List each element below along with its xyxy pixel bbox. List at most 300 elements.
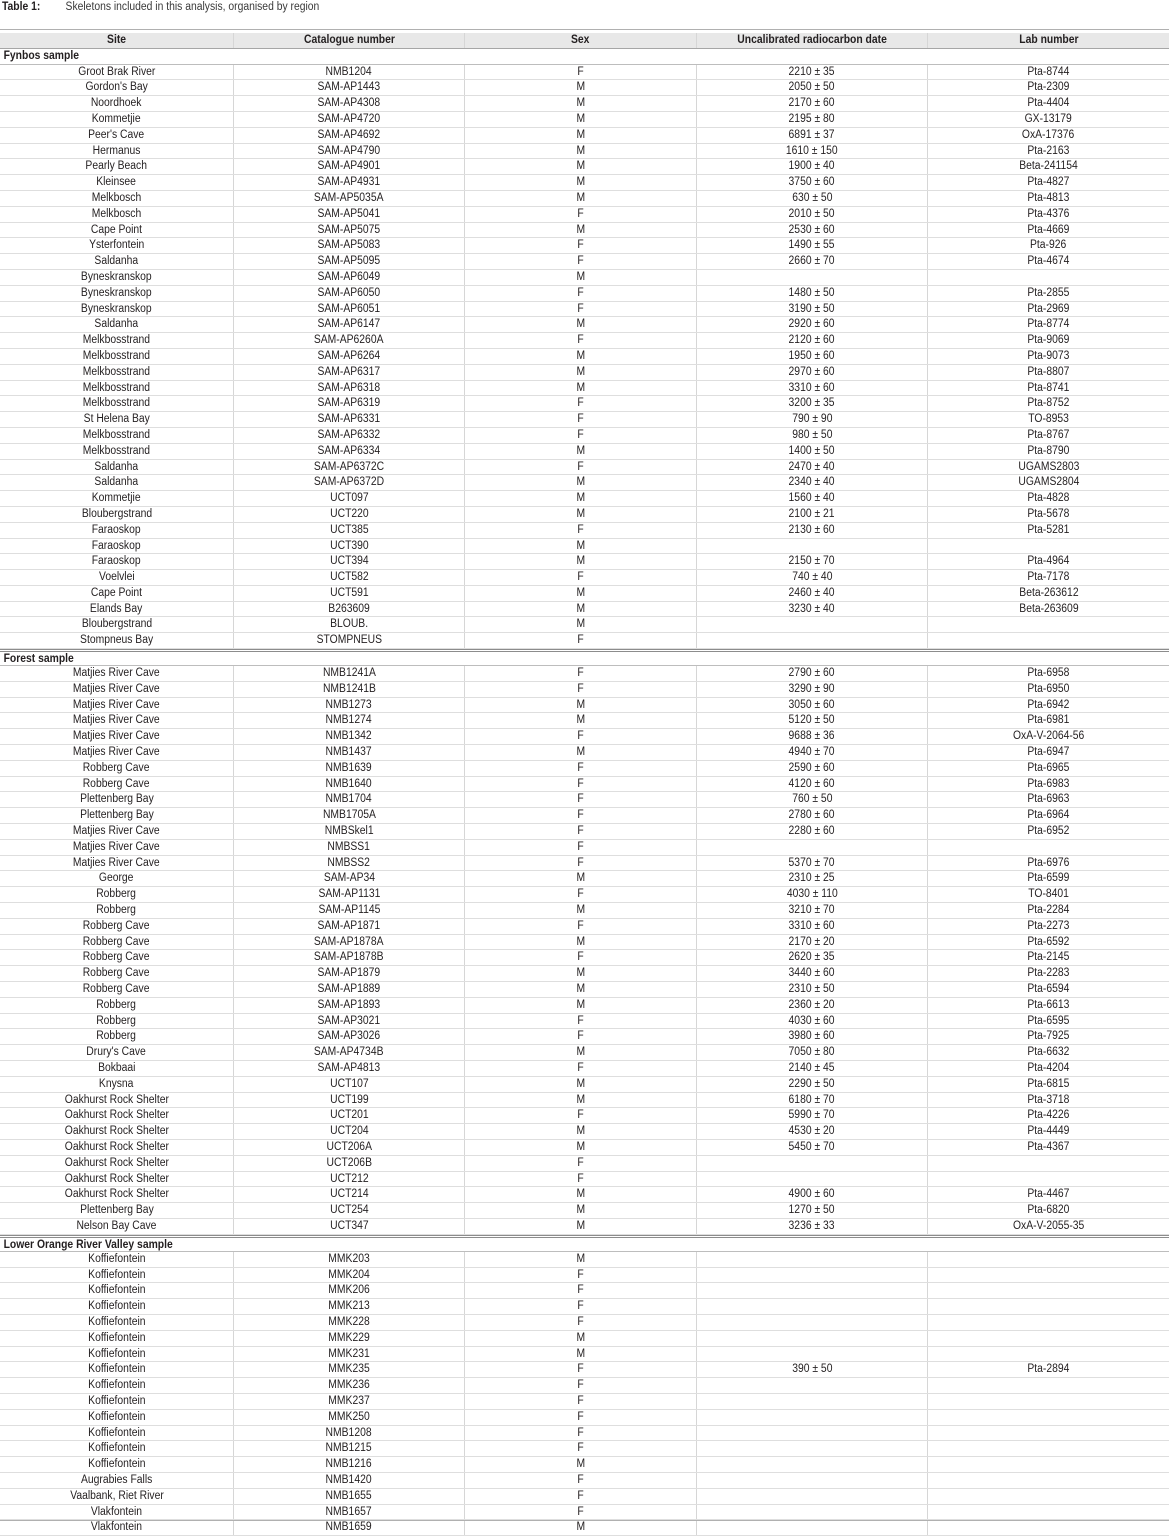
table-row <box>0 1203 1169 1219</box>
catalogue-cell: SAM-AP4720 <box>233 112 464 127</box>
catalogue-cell: NMB1274 <box>233 713 464 728</box>
lab-number-cell: Pta-5678 <box>927 507 1169 522</box>
lab-number-cell: Pta-8790 <box>927 444 1169 459</box>
lab-number-cell <box>927 1441 1169 1456</box>
table-row <box>0 617 1169 633</box>
table-row <box>0 223 1169 239</box>
sex-cell: F <box>464 1268 696 1283</box>
date-cell: 2340 ± 40 <box>696 475 927 490</box>
site-cell: Robberg Cave <box>83 951 150 964</box>
sex-cell: M <box>464 365 696 380</box>
lab-number-cell: Pta-7925 <box>927 1029 1169 1044</box>
site-cell: Robberg <box>96 888 137 901</box>
date-cell: 2660 ± 70 <box>696 254 927 269</box>
date-cell: 7050 ± 80 <box>696 1045 927 1060</box>
date-cell <box>696 1331 927 1346</box>
date-cell: 390 ± 50 <box>696 1362 927 1377</box>
catalogue-cell: SAM-AP6334 <box>233 444 464 459</box>
table-row <box>0 570 1169 586</box>
table-row <box>0 792 1169 808</box>
site-cell: Saldanha <box>94 255 139 268</box>
date-cell: 3290 ± 90 <box>696 682 927 697</box>
catalogue-cell: SAM-AP4790 <box>233 144 464 159</box>
table-row <box>0 745 1169 761</box>
sex-cell: M <box>464 539 696 554</box>
lab-number-cell: Pta-6632 <box>927 1045 1169 1060</box>
date-cell: 3310 ± 60 <box>696 919 927 934</box>
table-header-row <box>0 33 1169 49</box>
table-row <box>0 96 1169 112</box>
catalogue-cell: UCT097 <box>233 491 464 506</box>
catalogue-cell: SAM-AP1889 <box>233 982 464 997</box>
catalogue-cell: UCT220 <box>233 507 464 522</box>
header-sex: Sex <box>464 33 696 48</box>
sex-cell: F <box>464 666 696 681</box>
lab-number-cell: Pta-6952 <box>927 824 1169 839</box>
catalogue-cell: NMB1640 <box>233 777 464 792</box>
sex-cell: M <box>464 554 696 569</box>
sex-cell: F <box>464 238 696 253</box>
sex-cell: F <box>464 396 696 411</box>
catalogue-cell: SAM-AP1131 <box>233 887 464 902</box>
catalogue-cell: SAM-AP4734B <box>233 1045 464 1060</box>
sex-cell: F <box>464 1156 696 1171</box>
table-row <box>0 159 1169 175</box>
table-row <box>0 982 1169 998</box>
sex-cell: M <box>464 586 696 601</box>
site-cell: Melkbosstrand <box>82 444 151 457</box>
catalogue-cell: NMB1657 <box>233 1505 464 1520</box>
sex-cell: F <box>464 1473 696 1488</box>
skeletons-table <box>0 29 1169 1536</box>
date-cell <box>696 1299 927 1314</box>
catalogue-cell: MMK204 <box>233 1268 464 1283</box>
header-site: Site <box>107 34 126 46</box>
site-cell: Matjies River Cave <box>73 667 160 680</box>
catalogue-cell: STOMPNEUS <box>233 633 464 648</box>
lab-number-cell: Pta-6950 <box>927 682 1169 697</box>
lab-number-cell: Beta-263609 <box>927 602 1169 617</box>
table-row <box>0 1172 1169 1188</box>
catalogue-cell: UCT212 <box>233 1172 464 1187</box>
lab-number-cell: Pta-4674 <box>927 254 1169 269</box>
sex-cell: F <box>464 856 696 871</box>
table-row <box>0 1426 1169 1442</box>
catalogue-cell: SAM-AP6260A <box>233 333 464 348</box>
lab-number-cell: OxA-V-2064-56 <box>927 729 1169 744</box>
catalogue-cell: UCT254 <box>233 1203 464 1218</box>
site-cell: Faraoskop <box>92 539 141 552</box>
sex-cell: M <box>464 128 696 143</box>
sex-cell: F <box>464 1505 696 1520</box>
table-row <box>0 286 1169 302</box>
sex-cell: M <box>464 1045 696 1060</box>
site-cell: Peer's Cave <box>88 128 145 141</box>
catalogue-cell: SAM-AP6050 <box>233 286 464 301</box>
date-cell: 2170 ± 60 <box>696 96 927 111</box>
site-cell: Matjies River Cave <box>73 682 160 695</box>
table-row <box>0 1362 1169 1378</box>
date-cell: 5450 ± 70 <box>696 1140 927 1155</box>
sex-cell: F <box>464 1283 696 1298</box>
table-row <box>0 112 1169 128</box>
date-cell: 2010 ± 50 <box>696 207 927 222</box>
catalogue-cell: SAM-AP1871 <box>233 919 464 934</box>
catalogue-cell: MMK228 <box>233 1315 464 1330</box>
catalogue-cell: NMB1208 <box>233 1426 464 1441</box>
sex-cell: M <box>464 175 696 190</box>
table-row <box>0 539 1169 555</box>
date-cell: 2170 ± 20 <box>696 935 927 950</box>
site-cell: Robberg <box>96 1014 137 1027</box>
lab-number-cell: Pta-8807 <box>927 365 1169 380</box>
sex-cell: M <box>464 1203 696 1218</box>
date-cell: 2310 ± 25 <box>696 871 927 886</box>
table-row <box>0 1410 1169 1426</box>
date-cell <box>696 1378 927 1393</box>
sex-cell: F <box>464 633 696 648</box>
catalogue-cell: SAM-AP6372C <box>233 460 464 475</box>
sex-cell: M <box>464 1520 696 1535</box>
sex-cell: M <box>464 713 696 728</box>
site-cell: Koffiefontein <box>87 1284 146 1297</box>
site-cell: Melkbosstrand <box>82 428 151 441</box>
catalogue-cell: MMK236 <box>233 1378 464 1393</box>
catalogue-cell: NMB1437 <box>233 745 464 760</box>
date-cell: 2360 ± 20 <box>696 998 927 1013</box>
sex-cell: M <box>464 602 696 617</box>
lab-number-cell: Pta-6963 <box>927 792 1169 807</box>
date-cell <box>696 1347 927 1362</box>
sex-cell: F <box>464 1014 696 1029</box>
table-row <box>0 950 1169 966</box>
date-cell: 1560 ± 40 <box>696 491 927 506</box>
sex-cell: M <box>464 745 696 760</box>
table-row <box>0 1014 1169 1030</box>
catalogue-cell: MMK213 <box>233 1299 464 1314</box>
lab-number-cell: Pta-6595 <box>927 1014 1169 1029</box>
site-cell: Bloubergstrand <box>81 618 152 631</box>
table-row <box>0 1187 1169 1203</box>
date-cell: 2150 ± 70 <box>696 554 927 569</box>
site-cell: Matjies River Cave <box>73 746 160 759</box>
sex-cell: M <box>464 491 696 506</box>
table-row <box>0 207 1169 223</box>
sex-cell: F <box>464 887 696 902</box>
catalogue-cell: UCT390 <box>233 539 464 554</box>
date-cell: 2120 ± 60 <box>696 333 927 348</box>
sex-cell: M <box>464 982 696 997</box>
table-row <box>0 1061 1169 1077</box>
sex-cell: F <box>464 1362 696 1377</box>
lab-number-cell <box>927 633 1169 648</box>
date-cell: 2310 ± 50 <box>696 982 927 997</box>
sex-cell: F <box>464 286 696 301</box>
catalogue-cell: SAM-AP4308 <box>233 96 464 111</box>
catalogue-cell: NMBSS1 <box>233 840 464 855</box>
site-cell: Robberg Cave <box>83 967 150 980</box>
lab-number-cell: Pta-8767 <box>927 428 1169 443</box>
date-cell <box>696 617 927 632</box>
catalogue-cell: SAM-AP6372D <box>233 475 464 490</box>
lab-number-cell: Pta-9069 <box>927 333 1169 348</box>
site-cell: Koffiefontein <box>87 1458 146 1471</box>
site-cell: Robberg Cave <box>83 983 150 996</box>
site-cell: Groot Brak River <box>77 65 156 78</box>
table-row <box>0 80 1169 96</box>
catalogue-cell: NMBSS2 <box>233 856 464 871</box>
catalogue-cell: SAM-AP6051 <box>233 302 464 317</box>
sex-cell: M <box>464 1219 696 1234</box>
site-cell: Nelson Bay Cave <box>76 1219 157 1232</box>
site-cell: Saldanha <box>94 460 139 473</box>
catalogue-cell: SAM-AP1878A <box>233 935 464 950</box>
sex-cell: F <box>464 333 696 348</box>
site-cell: Vlakfontein <box>90 1505 143 1518</box>
site-cell: Koffiefontein <box>87 1347 146 1360</box>
catalogue-cell: SAM-AP6049 <box>233 270 464 285</box>
lab-number-cell: Pta-2855 <box>927 286 1169 301</box>
date-cell <box>696 1441 927 1456</box>
table-row <box>0 523 1169 539</box>
lab-number-cell <box>927 617 1169 632</box>
table-row <box>0 682 1169 698</box>
date-cell <box>696 539 927 554</box>
lab-number-cell <box>927 1520 1169 1535</box>
site-cell: Melkbosstrand <box>82 381 151 394</box>
catalogue-cell: NMB1241A <box>233 666 464 681</box>
sex-cell: M <box>464 698 696 713</box>
sex-cell: M <box>464 112 696 127</box>
site-cell: Kommetjie <box>92 492 141 505</box>
site-cell: Koffiefontein <box>87 1268 146 1281</box>
lab-number-cell: Pta-7178 <box>927 570 1169 585</box>
sex-cell: M <box>464 871 696 886</box>
site-cell: Matjies River Cave <box>73 840 160 853</box>
table-row <box>0 1441 1169 1457</box>
sex-cell: F <box>464 1426 696 1441</box>
sex-cell: M <box>464 1331 696 1346</box>
table-row <box>0 428 1169 444</box>
table-row <box>0 191 1169 207</box>
date-cell <box>696 1410 927 1425</box>
catalogue-cell: SAM-AP3021 <box>233 1014 464 1029</box>
catalogue-cell: MMK237 <box>233 1394 464 1409</box>
lab-number-cell: Pta-8774 <box>927 317 1169 332</box>
site-cell: Robberg <box>96 1030 137 1043</box>
table-row <box>0 1457 1169 1473</box>
lab-number-cell: Pta-2969 <box>927 302 1169 317</box>
table-row <box>0 460 1169 476</box>
sex-cell: M <box>464 617 696 632</box>
date-cell <box>696 1426 927 1441</box>
table-row <box>0 998 1169 1014</box>
catalogue-cell: SAM-AP1145 <box>233 903 464 918</box>
table-row <box>0 1219 1169 1235</box>
date-cell: 2620 ± 35 <box>696 950 927 965</box>
catalogue-cell: UCT347 <box>233 1219 464 1234</box>
date-cell <box>696 840 927 855</box>
table-row <box>0 633 1169 649</box>
lab-number-cell: GX-13179 <box>927 112 1169 127</box>
catalogue-cell: SAM-AP6264 <box>233 349 464 364</box>
table-row <box>0 1473 1169 1489</box>
lab-number-cell: Pta-6976 <box>927 856 1169 871</box>
sex-cell: F <box>464 1315 696 1330</box>
date-cell <box>696 1505 927 1520</box>
lab-number-cell: Pta-2163 <box>927 144 1169 159</box>
date-cell: 2050 ± 50 <box>696 80 927 95</box>
date-cell: 2970 ± 60 <box>696 365 927 380</box>
date-cell: 3190 ± 50 <box>696 302 927 317</box>
sex-cell: M <box>464 270 696 285</box>
catalogue-cell: SAM-AP6319 <box>233 396 464 411</box>
site-cell: Robberg Cave <box>83 761 150 774</box>
catalogue-cell: SAM-AP3026 <box>233 1029 464 1044</box>
date-cell: 630 ± 50 <box>696 191 927 206</box>
lab-number-cell: Pta-2273 <box>927 919 1169 934</box>
catalogue-cell: SAM-AP6147 <box>233 317 464 332</box>
lab-number-cell: Pta-926 <box>927 238 1169 253</box>
site-cell: Matjies River Cave <box>73 825 160 838</box>
date-cell: 2280 ± 60 <box>696 824 927 839</box>
table-row <box>0 1394 1169 1410</box>
lab-number-cell: TO-8953 <box>927 412 1169 427</box>
table-row <box>0 1268 1169 1284</box>
date-cell: 2780 ± 60 <box>696 808 927 823</box>
site-cell: Ysterfontein <box>88 239 145 252</box>
site-cell: Byneskranskop <box>81 286 152 299</box>
table-row <box>0 698 1169 714</box>
table-row <box>0 586 1169 602</box>
catalogue-cell: SAM-AP1879 <box>233 966 464 981</box>
lab-number-cell: Pta-4449 <box>927 1124 1169 1139</box>
site-cell: Matjies River Cave <box>73 714 160 727</box>
site-cell: Plettenberg Bay <box>79 1204 154 1217</box>
date-cell: 4030 ± 60 <box>696 1014 927 1029</box>
catalogue-cell: MMK206 <box>233 1283 464 1298</box>
date-cell: 1610 ± 150 <box>696 144 927 159</box>
lab-number-cell: Beta-241154 <box>927 159 1169 174</box>
date-cell <box>696 1489 927 1504</box>
site-cell: Melkbosstrand <box>82 349 151 362</box>
lab-number-cell <box>927 1378 1169 1393</box>
site-cell: Koffiefontein <box>87 1426 146 1439</box>
catalogue-cell: UCT206A <box>233 1140 464 1155</box>
site-cell: Melkbosch <box>91 191 142 204</box>
sex-cell: M <box>464 444 696 459</box>
lab-number-cell <box>927 1473 1169 1488</box>
date-cell <box>696 1315 927 1330</box>
date-cell: 3210 ± 70 <box>696 903 927 918</box>
date-cell: 3200 ± 35 <box>696 396 927 411</box>
site-cell: Knysna <box>99 1077 134 1090</box>
table-caption <box>2 0 319 14</box>
catalogue-cell: NMB1241B <box>233 682 464 697</box>
catalogue-cell: NMB1655 <box>233 1489 464 1504</box>
table-row <box>0 1252 1169 1268</box>
date-cell: 2130 ± 60 <box>696 523 927 538</box>
lab-number-cell: Pta-6983 <box>927 777 1169 792</box>
date-cell: 9688 ± 36 <box>696 729 927 744</box>
date-cell <box>696 1252 927 1267</box>
catalogue-cell: SAM-AP6332 <box>233 428 464 443</box>
table-row <box>0 317 1169 333</box>
sex-cell: F <box>464 950 696 965</box>
date-cell: 4900 ± 60 <box>696 1187 927 1202</box>
section-heading: Forest sample <box>0 649 1169 666</box>
date-cell: 4940 ± 70 <box>696 745 927 760</box>
site-cell: Hermanus <box>92 144 141 157</box>
site-cell: Melkbosch <box>91 207 142 220</box>
lab-number-cell <box>927 270 1169 285</box>
sex-cell: F <box>464 792 696 807</box>
site-cell: George <box>99 872 134 885</box>
date-cell: 1900 ± 40 <box>696 159 927 174</box>
lab-number-cell <box>927 1347 1169 1362</box>
catalogue-cell: SAM-AP4692 <box>233 128 464 143</box>
sex-cell: F <box>464 1172 696 1187</box>
site-cell: Matjies River Cave <box>73 698 160 711</box>
site-cell: Faraoskop <box>92 523 141 536</box>
catalogue-cell: SAM-AP6317 <box>233 365 464 380</box>
table-row <box>0 602 1169 618</box>
table-row <box>0 1331 1169 1347</box>
lab-number-cell: Pta-9073 <box>927 349 1169 364</box>
lab-number-cell: Pta-6599 <box>927 871 1169 886</box>
catalogue-cell: MMK235 <box>233 1362 464 1377</box>
date-cell: 4030 ± 110 <box>696 887 927 902</box>
site-cell: Elands Bay <box>90 602 143 615</box>
site-cell: Melkbosstrand <box>82 334 151 347</box>
header-lab-number: Lab number <box>927 33 1169 48</box>
lab-number-cell: Pta-2145 <box>927 950 1169 965</box>
site-cell: Oakhurst Rock Shelter <box>64 1188 169 1201</box>
catalogue-cell: UCT206B <box>233 1156 464 1171</box>
sex-cell: M <box>464 1093 696 1108</box>
catalogue-cell: BLOUB. <box>233 617 464 632</box>
date-cell: 2530 ± 60 <box>696 223 927 238</box>
site-cell: Melkbosstrand <box>82 397 151 410</box>
sex-cell: M <box>464 1140 696 1155</box>
sex-cell: M <box>464 223 696 238</box>
catalogue-cell: NMB1639 <box>233 761 464 776</box>
date-cell: 3750 ± 60 <box>696 175 927 190</box>
site-cell: Robberg <box>96 904 137 917</box>
lab-number-cell: OxA-17376 <box>927 128 1169 143</box>
catalogue-cell: SAM-AP4931 <box>233 175 464 190</box>
date-cell: 3980 ± 60 <box>696 1029 927 1044</box>
sex-cell: F <box>464 682 696 697</box>
site-cell: Koffiefontein <box>87 1394 146 1407</box>
sex-cell: M <box>464 381 696 396</box>
site-cell: Matjies River Cave <box>73 856 160 869</box>
table-row <box>0 1378 1169 1394</box>
site-cell: Pearly Beach <box>85 160 148 173</box>
site-cell: Oakhurst Rock Shelter <box>64 1156 169 1169</box>
table-row <box>0 1299 1169 1315</box>
lab-number-cell <box>927 1505 1169 1520</box>
table-row <box>0 302 1169 318</box>
lab-number-cell <box>927 1489 1169 1504</box>
lab-number-cell: Pta-3718 <box>927 1093 1169 1108</box>
catalogue-cell: SAM-AP5095 <box>233 254 464 269</box>
table-row <box>0 1108 1169 1124</box>
table-row <box>0 396 1169 412</box>
lab-number-cell: Pta-4376 <box>927 207 1169 222</box>
lab-number-cell <box>927 1283 1169 1298</box>
date-cell: 760 ± 50 <box>696 792 927 807</box>
